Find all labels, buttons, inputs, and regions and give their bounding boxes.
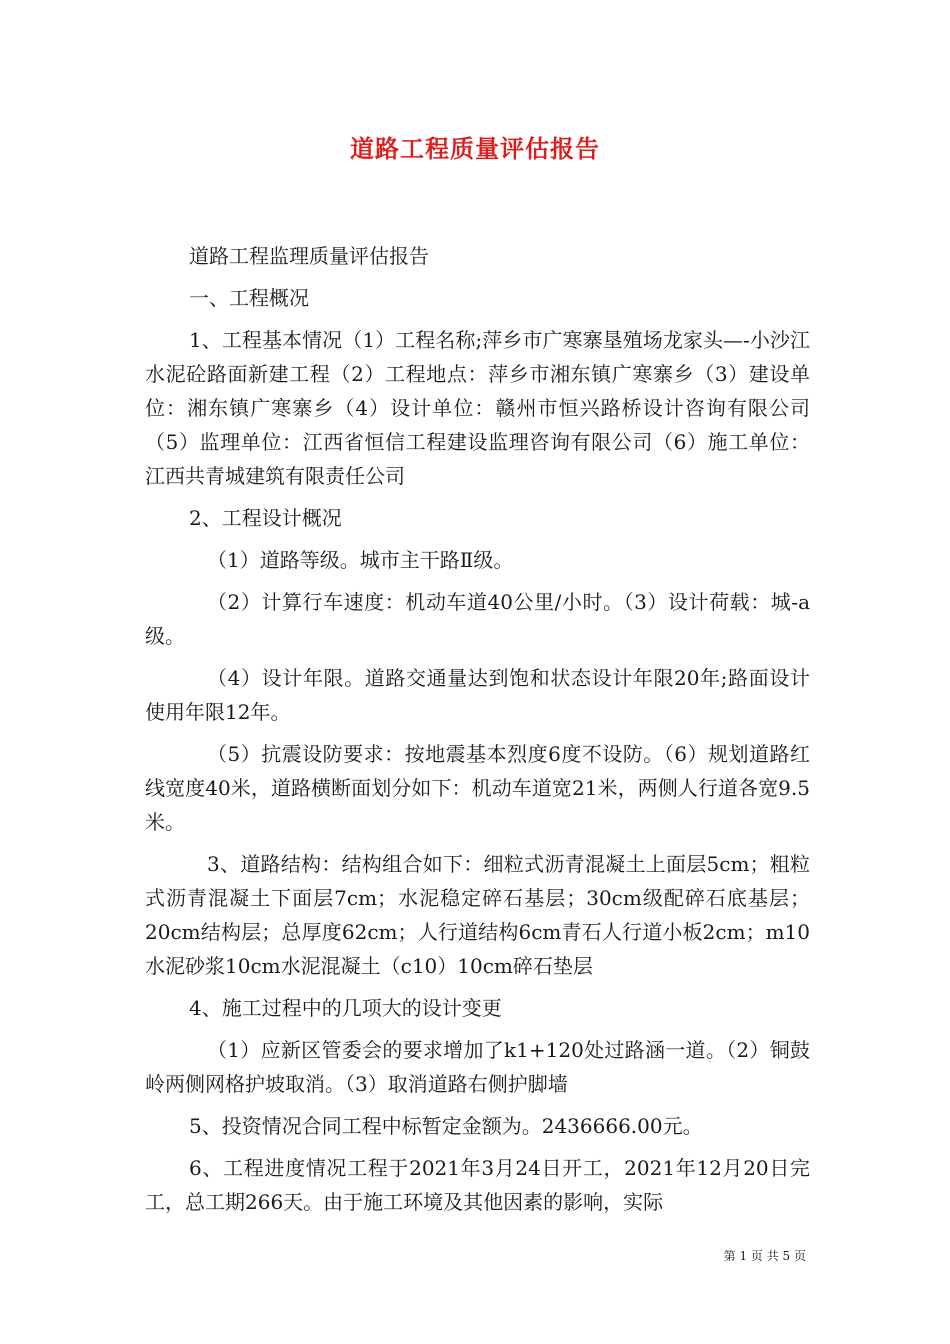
- paragraph-report-heading: 道路工程监理质量评估报告: [189, 244, 429, 268]
- document-body: [145, 239, 810, 1227]
- paragraph-investment: 5、投资情况合同工程中标暂定金额为。2436666.00元。: [189, 1114, 703, 1138]
- paragraph-road-grade: （1）道路等级。城市主干路Ⅱ级。: [207, 548, 514, 572]
- paragraph-section-overview: 一、工程概况: [189, 286, 309, 310]
- paragraph-change-list: （1）应新区管委会的要求增加了k1+120处过路涵一道。（2）铜鼓岭两侧网格护坡取消。（3）取消道路右侧护脚墙: [145, 1038, 810, 1096]
- paragraph-design-overview: 2、工程设计概况: [189, 506, 342, 530]
- paragraph-design-life: （4）设计年限。道路交通量达到饱和状态设计年限20年;路面设计使用年限12年。: [145, 666, 810, 724]
- paragraph-schedule: 6、工程进度情况工程于2021年3月24日开工，2021年12月20日完工，总工期266天。由于施工环境及其他因素的影响，实际: [145, 1156, 810, 1214]
- paragraph-speed-load: （2）计算行车速度：机动车道40公里/小时。（3）设计荷载：城-a级。: [145, 590, 810, 648]
- paragraph-design-changes: 4、施工过程中的几项大的设计变更: [189, 996, 502, 1020]
- page-title: 道路工程质量评估报告: [350, 134, 600, 163]
- paragraph-road-structure: 3、道路结构：结构组合如下：细粒式沥青混凝土上面层5cm；粗粒式沥青混凝土下面层7cm；水泥稳定碎石基层；30cm级配碎石底基层；20cm结构层；总厚度62cm；人行道结构6cm青石人行道小板2cm；m10水泥砂浆10cm水泥混凝土（c10）10cm碎石垫层: [145, 852, 810, 978]
- paragraph-basic-info: 1、工程基本情况（1）工程名称;萍乡市广寒寨垦殖场龙家头—-小沙江水泥砼路面新建工程（2）工程地点：萍乡市湘东镇广寒寨乡（3）建设单位：湘东镇广寒寨乡（4）设计单位：赣州市恒兴路桥设计咨询有限公司（5）监理单位：江西省恒信工程建设监理咨询有限公司（6）施工单位：江西共青城建筑有限责任公司: [145, 328, 810, 488]
- page-footer: 第 1 页 共 5 页: [723, 1249, 806, 1263]
- paragraph-seismic: （5）抗震设防要求：按地震基本烈度6度不设防。（6）规划道路红线宽度40米，道路横断面划分如下：机动车道宽21米，两侧人行道各宽9.5米。: [145, 742, 810, 834]
